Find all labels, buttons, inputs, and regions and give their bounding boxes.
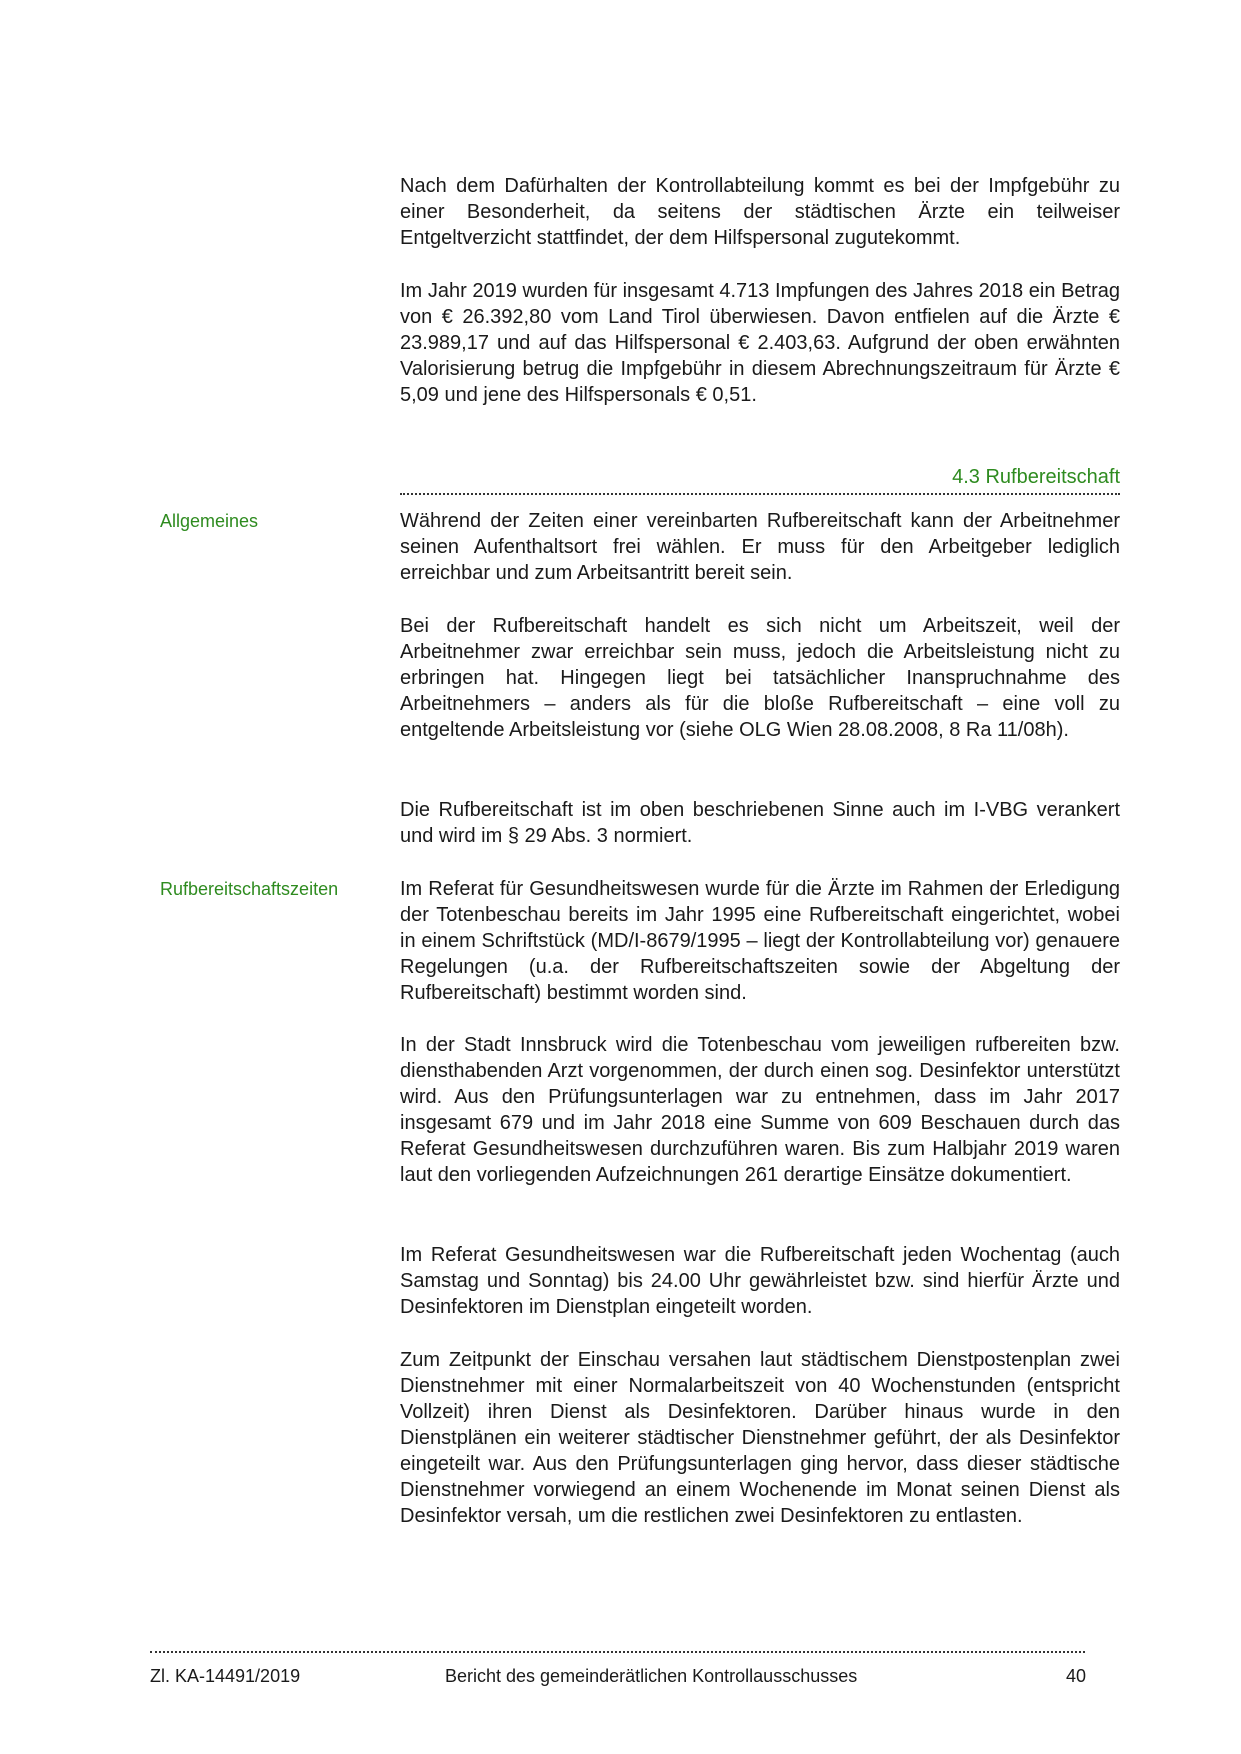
paragraph-rufbereitschaft-arbeitszeit: Bei der Rufbereitschaft handelt es sich nicht um Arbeitszeit, weil der Arbeitnehmer zwar erreichbar sein muss, jedoch die Arbeitsleistung nicht zu erbringen hat. Hingegen liegt bei tatsächlicher Inanspruchnahme des Arbeitnehmers – anders als für die bloße Rufbereitschaft – eine voll zu entgeltende Arbeitsleistung vor (siehe OLG Wien 28.08.2008, 8 Ra 11/08h). <box>400 615 1120 741</box>
paragraph-rufbereitschaft-definition: Während der Zeiten einer vereinbarten Rufbereitschaft kann der Arbeitnehmer seinen Aufenthaltsort frei wählen. Er muss für den Arbeitgeber lediglich erreichbar und zum Arbeitsantritt bereit sein. <box>400 510 1120 584</box>
paragraph-totenbeschau: In der Stadt Innsbruck wird die Totenbeschau vom jeweiligen rufbereiten bzw. diensthabenden Arzt vorgenommen, der durch einen sog. Desinfektor unterstützt wird. Aus den Prüfungsunterlagen war zu entnehmen, dass im Jahr 2017 insgesamt 679 und im Jahr 2018 eine Summe von 609 Beschauen durch das Referat Gesundheitswesen durchzuführen waren. Bis zum Halbjahr 2019 waren laut den vorliegenden Aufzeichnungen 261 derartige Einsätze dokumentiert. <box>400 1034 1120 1186</box>
footer-title: Bericht des gemeinderätlichen Kontrollausschusses <box>445 1666 858 1686</box>
section-heading-rufbereitschaft: 4.3 Rufbereitschaft <box>952 466 1120 488</box>
page-number: 40 <box>1066 1666 1087 1686</box>
paragraph-referat-gesundheitswesen: Im Referat für Gesundheitswesen wurde für die Ärzte im Rahmen der Erledigung der Totenbeschau bereits im Jahr 1995 eine Rufbereitschaft eingerichtet, wobei in einem Schriftstück (MD/I-8679/1995 – liegt der Kontrollabteilung vor) genauere Regelungen (u.a. der Rufbereitschaftszeiten sowie der Abgeltung der Rufbereitschaft) bestimmt worden sind. <box>400 878 1120 1004</box>
section-divider <box>400 493 1120 495</box>
footer-divider <box>150 1651 1085 1653</box>
footer-reference: Zl. KA-14491/2019 <box>150 1666 301 1686</box>
side-label-rufbereitschaftszeiten: Rufbereitschaftszeiten <box>160 879 339 899</box>
paragraph-impfungen-2019: Im Jahr 2019 wurden für insgesamt 4.713 Impfungen des Jahres 2018 ein Betrag von € 26.392,80 vom Land Tirol überwiesen. Davon entfielen auf die Ärzte € 23.989,17 und auf das Hilfspersonal € 2.403,63. Aufgrund der oben erwähnten Valorisierung betrug die Impfgebühr in diesem Abrechnungszeitraum für Ärzte € 5,09 und jene des Hilfspersonals € 0,51. <box>400 280 1120 406</box>
paragraph-wochentag-rufbereitschaft: Im Referat Gesundheitswesen war die Rufbereitschaft jeden Wochentag (auch Samstag und Sonntag) bis 24.00 Uhr gewährleistet bzw. sind hierfür Ärzte und Desinfektoren im Dienstplan eingeteilt worden. <box>400 1244 1120 1318</box>
side-label-allgemeines: Allgemeines <box>160 511 259 531</box>
paragraph-desinfektoren: Zum Zeitpunkt der Einschau versahen laut städtischem Dienstpostenplan zwei Dienstnehmer mit einer Normalarbeitszeit von 40 Wochenstunden (entspricht Vollzeit) ihren Dienst als Desinfektoren. Darüber hinaus wurde in den Dienstplänen ein weiterer städtischer Dienstnehmer geführt, der als Desinfektor eingeteilt war. Aus den Prüfungsunterlagen ging hervor, dass dieser städtische Dienstnehmer vorwiegend an einem Wochenende im Monat seinen Dienst als Desinfektor versah, um die restlichen zwei Desinfektoren zu entlasten. <box>400 1349 1120 1527</box>
paragraph-impfgebuehr-besonderheit: Nach dem Dafürhalten der Kontrollabteilung kommt es bei der Impfgebühr zu einer Besonderheit, da seitens der städtischen Ärzte ein teilweiser Entgeltverzicht stattfindet, der dem Hilfspersonal zugutekommt. <box>400 175 1120 249</box>
paragraph-ivbg: Die Rufbereitschaft ist im oben beschriebenen Sinne auch im I-VBG verankert und wird im § 29 Abs. 3 normiert. <box>400 799 1120 847</box>
